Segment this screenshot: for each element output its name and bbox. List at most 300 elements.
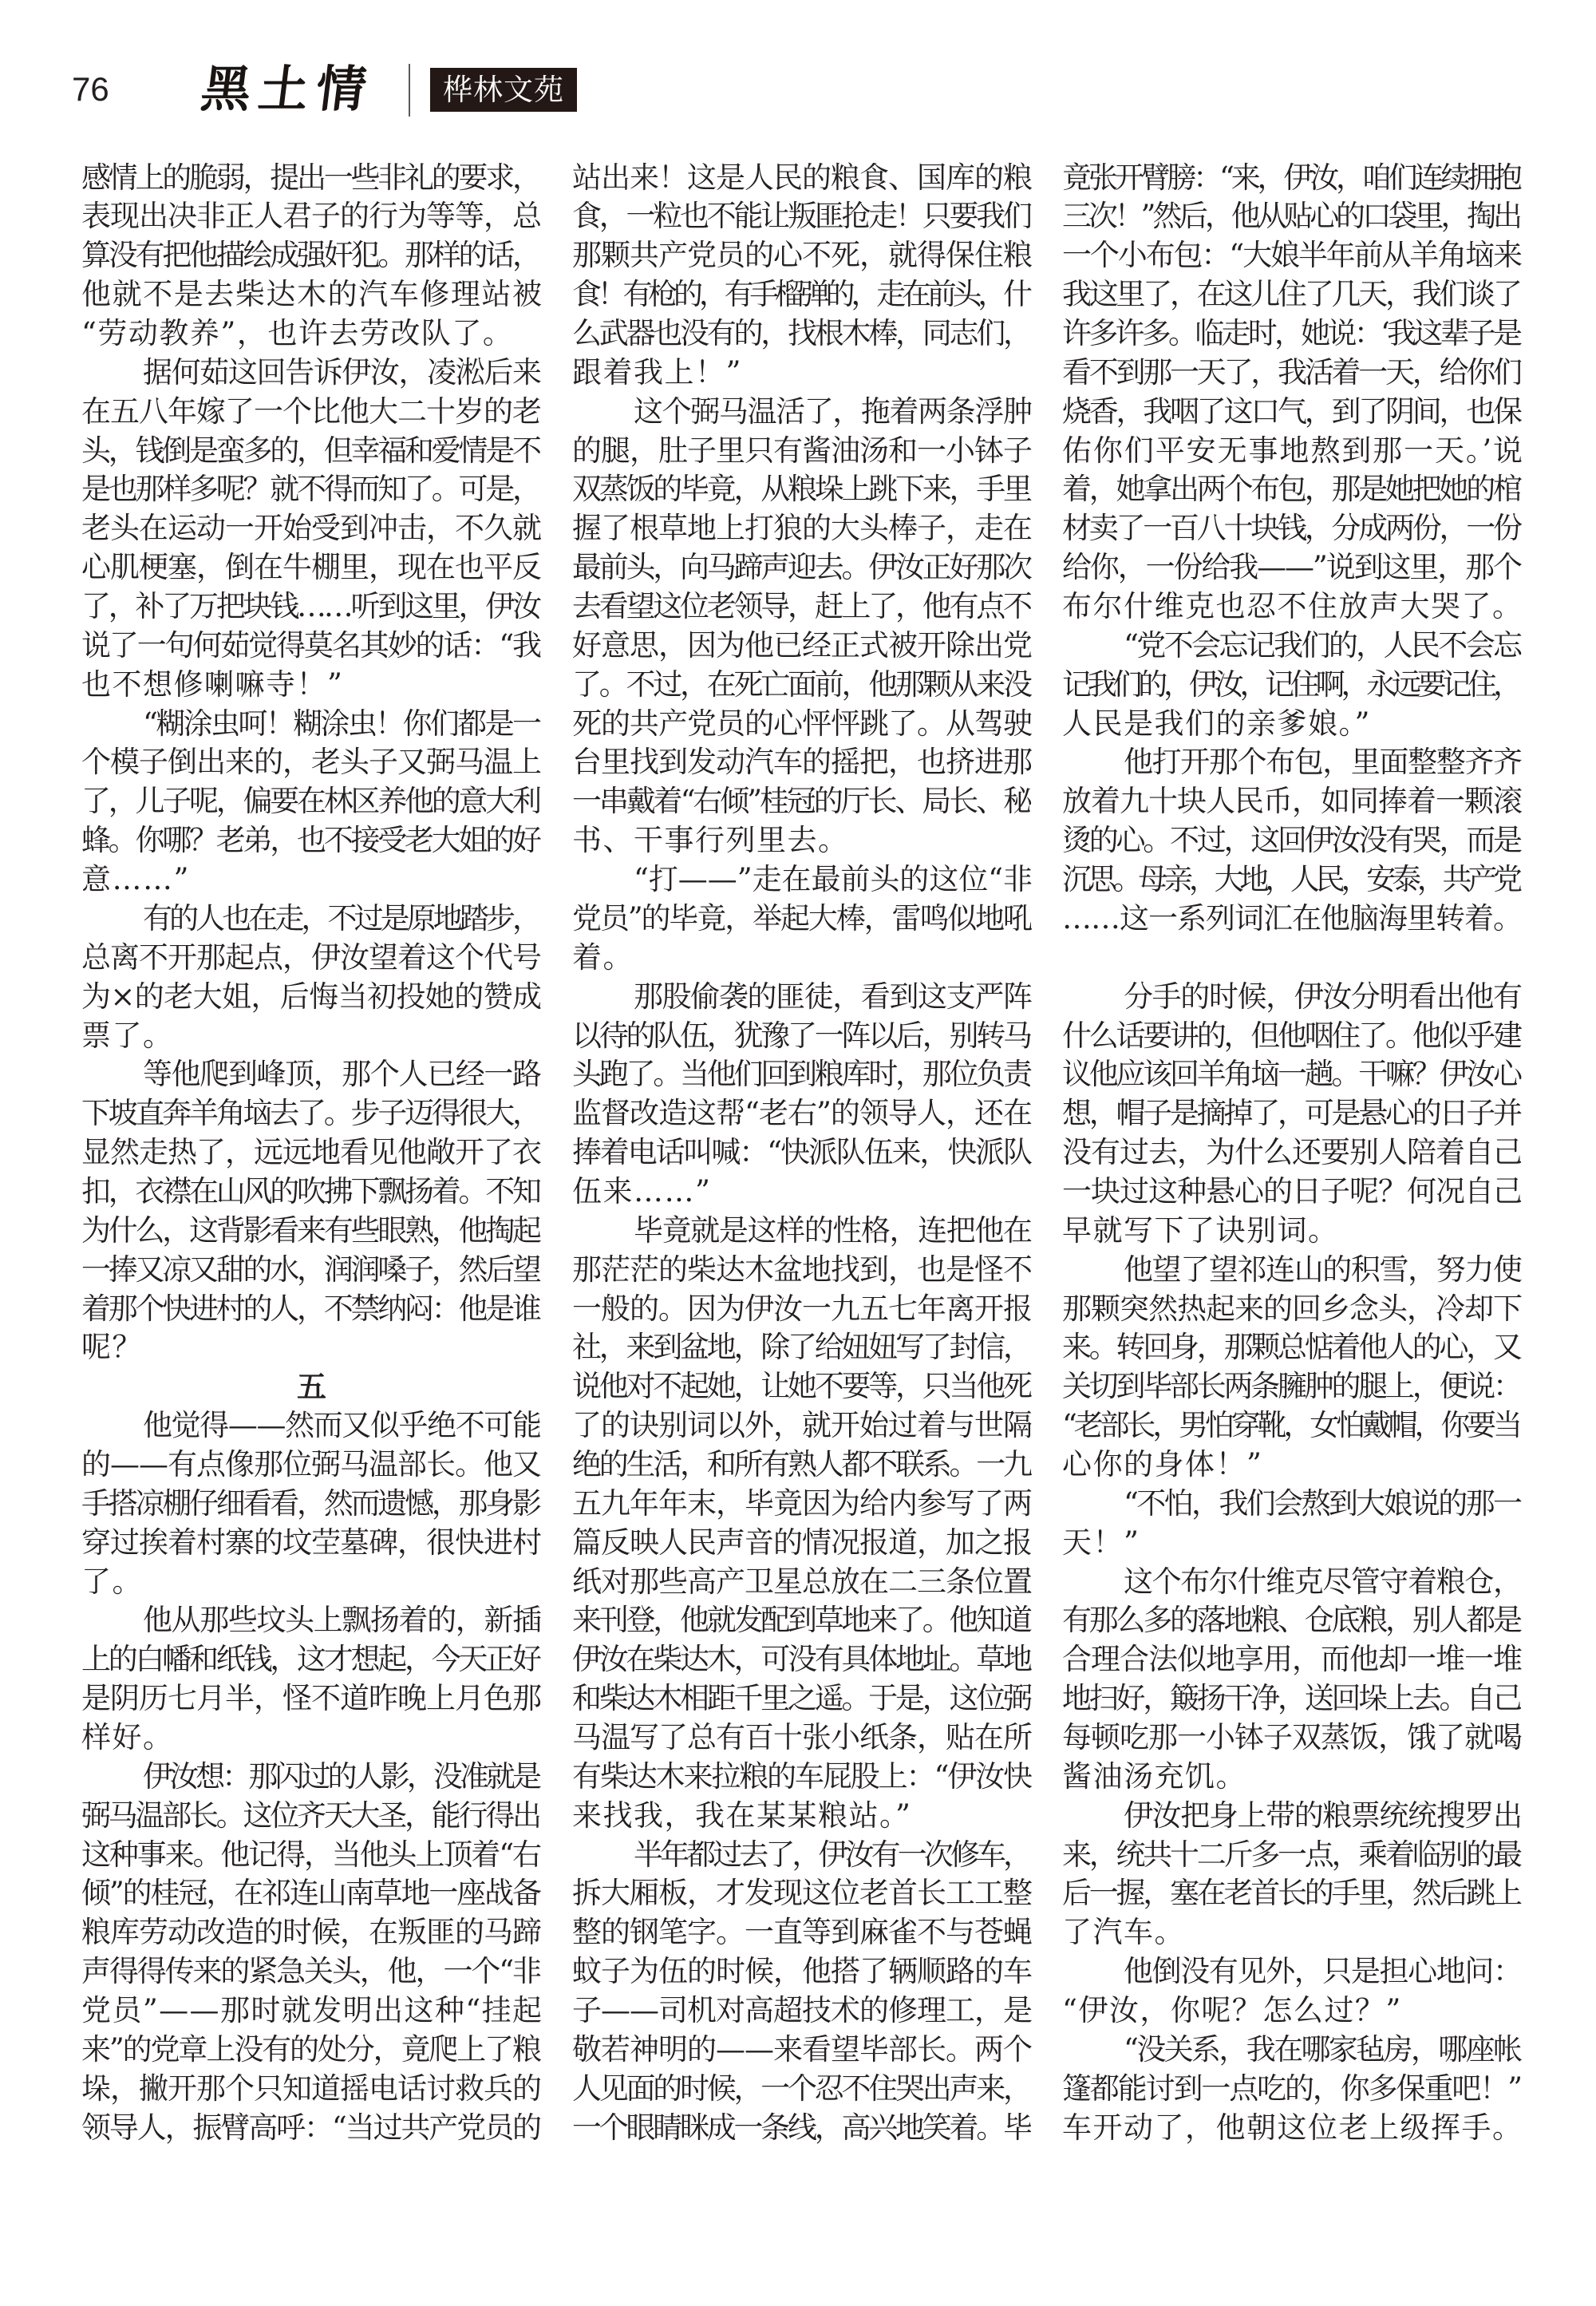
text-line (572, 1874, 1033, 1913)
text-line-content: 这个弼马温活了，拖着两条浮肿 (634, 394, 1032, 429)
text-line-content: ……这一系列词汇在他脑海里转着。 (1062, 900, 1522, 935)
header-divider (409, 64, 410, 117)
text-line (572, 1952, 1033, 1992)
text-line-content: 票了。 (81, 1018, 174, 1053)
text-line-content: 等他爬到峰顶，那个人已经一路 (143, 1057, 541, 1092)
text-line-content: 一块过这种悬心的日子呢？何况自己 (1062, 1173, 1522, 1208)
text-line (572, 470, 1033, 509)
text-line-content: 那颗共产党员的心不死，就得保住粮 (572, 238, 1032, 273)
page-number: 76 (72, 70, 109, 108)
text-line (572, 2031, 1033, 2070)
paragraph (1062, 1485, 1523, 1563)
text-line (81, 1173, 542, 1212)
text-line-content: 书、干事行列里去。 (572, 823, 849, 858)
text-line-content: 心肌梗塞，倒在牛棚里，现在也平反 (81, 550, 541, 585)
text-line-content: 是也那样多呢？就不得而知了。可是， (81, 472, 539, 507)
text-line (81, 1758, 542, 1797)
text-line-content: 了的诀别词以外，就开始过着与世隔 (572, 1408, 1032, 1443)
text-line-content: 马温写了总有百十张小纸条，贴在所 (572, 1719, 1032, 1754)
text-line (1062, 2109, 1523, 2148)
text-line (81, 821, 542, 860)
text-line-content: 跟着我上！” (572, 354, 742, 390)
text-line (1062, 2070, 1523, 2109)
text-line (81, 2070, 542, 2109)
text-line-content: 有那么多的落地粮、仓底粮，别人都是 (1062, 1603, 1520, 1638)
text-line-content: 一个小布包：“大娘半年前从羊角垴来 (1062, 238, 1521, 273)
text-line (1062, 1874, 1523, 1913)
text-column-2 (572, 159, 1033, 2148)
text-line (81, 197, 542, 236)
text-line (572, 1094, 1033, 1133)
text-line-content: 关切到毕部长两条臃肿的腿上，便说： (1062, 1369, 1520, 1404)
text-line (81, 1017, 542, 1056)
text-line (1062, 1992, 1523, 2031)
text-line-content: 头，钱倒是蛮多的，但幸福和爱情是不 (81, 433, 539, 468)
text-line-content: 一个眼睛眯成一条线，高兴地笑着。毕 (572, 2110, 1030, 2145)
text-line-content: 也不想修喇嘛寺！” (81, 666, 344, 702)
text-line-content: 为什么，这背影看来有些眼熟，他掏起 (81, 1212, 539, 1248)
text-line (81, 314, 542, 354)
text-line (81, 1601, 542, 1640)
text-line-content: 握了根草地上打狼的大头棒子，走在 (572, 511, 1032, 546)
text-line-content: 我这里了，在这儿住了几天，我们谈了 (1062, 277, 1520, 312)
text-line-content: 双蒸饭的毕竟，从粮垛上跳下来，手里 (572, 472, 1030, 507)
text-line (572, 1251, 1033, 1290)
text-line (81, 900, 542, 939)
section-label: 桦林文苑 (443, 73, 564, 107)
text-line (1062, 627, 1523, 666)
text-line (572, 627, 1033, 666)
text-line-content: 沉思。母亲，大地，人民，安泰，共产党 (1062, 862, 1519, 897)
text-line (572, 1797, 1033, 1836)
text-line-content: 算没有把他描绘成强奸犯。那样的话， (81, 238, 539, 273)
text-line-content: 台里找到发动汽车的摇把，也挤进那 (572, 745, 1032, 780)
text-line (81, 1524, 542, 1563)
text-line (1062, 1094, 1523, 1133)
text-line-content: 蚊子为伍的时候，他搭了辆顺路的车 (572, 1954, 1032, 1989)
text-line (1062, 275, 1523, 314)
text-line-content: 了，儿子呢，偏要在林区养他的意大利 (81, 784, 539, 819)
text-line-content: 领导人，振臂高呼：“当过共产党员的 (81, 2110, 540, 2145)
paragraph (81, 1758, 542, 2148)
text-line-content: 什么话要讲的，但他咽住了。他似乎建 (1062, 1018, 1520, 1053)
text-line-content: 他望了望祁连山的积雪，努力使 (1124, 1252, 1522, 1287)
text-line-content: 伍来……” (572, 1173, 712, 1208)
text-line-content: “糊涂虫呵！糊涂虫！你们都是一 (143, 706, 540, 741)
text-line (572, 1563, 1033, 1602)
text-line-content: 天！” (1062, 1525, 1140, 1560)
text-line-content: 来”的党章上没有的处分，竟爬上了粮 (81, 2031, 540, 2067)
paragraph (572, 159, 1033, 393)
text-line (572, 1679, 1033, 1719)
text-line (1062, 1251, 1523, 1290)
text-line (1062, 393, 1523, 432)
text-line (572, 978, 1033, 1017)
text-line (1062, 1406, 1523, 1446)
text-line-content: 和柴达木相距千里之遥。于是，这位弼 (572, 1681, 1030, 1716)
text-line (81, 743, 542, 782)
text-line (1062, 1836, 1523, 1875)
text-line (81, 2031, 542, 2070)
text-line-content: 人见面的时候，一个忍不住哭出声来， (572, 2071, 1030, 2106)
text-line (572, 2109, 1033, 2148)
text-line-content: 了。不过，在死亡面前，他那颗从来没 (572, 666, 1030, 702)
text-line-content: 拆大厢板，才发现这位老首长工工整 (572, 1876, 1032, 1911)
text-line-content: 心你的身体！” (1062, 1446, 1263, 1481)
text-line (81, 354, 542, 393)
text-line-content: 个模子倒出来的，老头子又弼马温上 (81, 745, 541, 780)
text-column-1 (81, 159, 542, 2148)
text-line (1062, 470, 1523, 509)
text-line (1062, 1679, 1523, 1719)
text-line-content: 穿过挨着村寨的坟茔墓碑，很快进村 (81, 1525, 541, 1560)
text-line-content: 显然走热了，远远地看见他敞开了衣 (81, 1135, 541, 1170)
text-line (81, 666, 542, 705)
text-line-content: 人民是我们的亲爹娘。” (1062, 706, 1371, 741)
text-line-content: 伊汝把身上带的粮票统统搜罗出 (1124, 1798, 1522, 1833)
text-line-content: 的腿，肚子里只有酱油汤和一小钵子 (572, 433, 1032, 468)
text-line-content: 着。 (572, 939, 634, 975)
text-line (81, 1679, 542, 1719)
text-line (572, 1446, 1033, 1485)
text-line-content: 伊汝想：那闪过的人影，没准就是 (143, 1758, 539, 1794)
text-line (1062, 1133, 1523, 1173)
text-line-content: 佑你们平安无事地熬到那一天。’说 (1062, 433, 1524, 468)
text-line (572, 1173, 1033, 1212)
text-line-content: 来。转回身，那颗总惦着他人的心，又 (1062, 1330, 1520, 1365)
text-line (1062, 1173, 1523, 1212)
text-line-content: 看不到那一天了，我活着一天，给你们 (1062, 354, 1520, 390)
text-line (572, 705, 1033, 744)
text-line (572, 1055, 1033, 1094)
section-heading: 五 (297, 1369, 326, 1405)
text-line (572, 939, 1033, 978)
text-line (1062, 2031, 1523, 2070)
text-line (1062, 1524, 1523, 1563)
text-line (81, 1797, 542, 1836)
text-line-content: 监督改造这帮“老右”的领导人，还在 (572, 1096, 1032, 1131)
paragraph (1062, 1563, 1523, 1797)
text-line-content: “没关系，我在哪家毡房，哪座帐 (1124, 2031, 1521, 2067)
text-line (572, 314, 1033, 354)
text-line (572, 743, 1033, 782)
text-line (572, 393, 1033, 432)
text-line (572, 1212, 1033, 1251)
text-line-content: 来，统共十二斤多一点，乘着临别的最 (1062, 1837, 1520, 1872)
text-line (1062, 1290, 1523, 1329)
text-line-content: 着那个快进村的人，不禁纳闷：他是谁 (81, 1291, 539, 1326)
text-line (81, 1406, 542, 1446)
text-line-content: 五九年年末，毕竟因为给内参写了两 (572, 1485, 1032, 1521)
text-line-content: 有柴达木来拉粮的车屁股上：“伊汝快 (572, 1758, 1031, 1794)
text-line-content: “不怕，我们会熬到大娘说的那一 (1124, 1485, 1521, 1521)
text-line (572, 1992, 1033, 2031)
text-line (1062, 666, 1523, 705)
text-line (1062, 1640, 1523, 1679)
text-line-content: 材卖了一百八十块钱，分成两份，一份 (1062, 511, 1520, 546)
text-line (572, 1913, 1033, 1952)
text-line (572, 354, 1033, 393)
text-line (572, 509, 1033, 548)
text-line (81, 1212, 542, 1251)
text-line (1062, 314, 1523, 354)
text-line-content: 后一握，塞在老首长的手里，然后跳上 (1062, 1876, 1520, 1911)
text-line-content: 议他应该回羊角垴一趟。干嘛？伊汝心 (1062, 1057, 1520, 1092)
text-line-content: 篷都能讨到一点吃的，你多保重吧！” (1062, 2071, 1521, 2106)
paragraph (81, 900, 542, 1055)
text-line (81, 1055, 542, 1094)
paragraph (572, 1212, 1033, 1836)
text-line-content: 样好。 (81, 1719, 174, 1754)
text-line (1062, 1055, 1523, 1094)
text-line (572, 1406, 1033, 1446)
text-line-content: 为×的老大姐，后悔当初投她的赞成 (81, 979, 542, 1014)
text-line (1062, 509, 1523, 548)
text-line-content: 篇反映人民声音的情况报道，加之报 (572, 1525, 1032, 1560)
text-line-content: 了，补了万把块钱……听到这里，伊汝 (81, 589, 539, 624)
text-line-content: 倾”的桂冠，在祁连山南草地一座战备 (81, 1876, 540, 1911)
text-line (1062, 900, 1523, 939)
section-break (1062, 939, 1523, 978)
text-line (1062, 1758, 1523, 1797)
text-line-content: 党员”——那时就发明出这种“挂起 (81, 1992, 543, 2027)
text-line (572, 432, 1033, 471)
text-line-content: 了汽车。 (1062, 1915, 1185, 1950)
text-line-content: 说他对不起她，让她不要等，只当他死 (572, 1369, 1030, 1404)
text-line (1062, 1952, 1523, 1992)
text-line-content: 三次！”然后，他从贴心的口袋里，掏出 (1062, 199, 1519, 234)
text-line-content: 伊汝在柴达木，可没有具体地址。草地 (572, 1642, 1030, 1677)
text-line (572, 1601, 1033, 1640)
text-line-content: 烫的心。不过，这回伊汝没有哭，而是 (1062, 823, 1520, 858)
text-line-content: 绝的生活，和所有熟人都不联系。一九 (572, 1446, 1030, 1481)
paragraph (1062, 159, 1523, 627)
text-line (572, 275, 1033, 314)
text-line (572, 860, 1033, 900)
text-line (81, 1290, 542, 1329)
text-line (1062, 1797, 1523, 1836)
text-line-content: 每顿吃那一小钵子双蒸饭，饿了就喝 (1062, 1719, 1522, 1754)
text-line-content: 敬若神明的——来看望毕部长。两个 (572, 2031, 1032, 2067)
text-line (1062, 705, 1523, 744)
paragraph (81, 1601, 542, 1757)
text-line-content: 社，来到盆地，除了给妞妞写了封信， (572, 1330, 1030, 1365)
text-line (81, 1094, 542, 1133)
paragraph (81, 159, 542, 354)
text-line (572, 548, 1033, 587)
text-line-content: 合理合法似地享用，而他却一堆一堆 (1062, 1642, 1522, 1677)
text-line (81, 978, 542, 1017)
paragraph (81, 1055, 542, 1367)
text-line (1062, 821, 1523, 860)
text-line-content: 呢？ (81, 1330, 143, 1365)
text-line (81, 1640, 542, 1679)
text-line (81, 782, 542, 821)
paragraph (1062, 978, 1523, 1251)
paragraph (572, 978, 1033, 1212)
text-line (81, 236, 542, 275)
text-line-content: 头跑了。当他们回到粮库时，那位负责 (572, 1057, 1030, 1092)
text-line-content: 他从那些坟头上飘扬着的，新插 (143, 1603, 541, 1638)
text-line (572, 1290, 1033, 1329)
text-line (572, 2070, 1033, 2109)
text-column-3 (1062, 159, 1523, 2148)
text-line-content: 烧香，我咽了这口气，到了阴间，也保 (1062, 394, 1520, 429)
text-line (572, 666, 1033, 705)
text-line-content: 他觉得——然而又似乎绝不可能 (143, 1408, 541, 1443)
text-line (572, 1640, 1033, 1679)
text-line-content: 一般的。因为伊汝一九五七年离开报 (572, 1291, 1032, 1326)
paragraph (1062, 627, 1523, 744)
text-line-content: 那股偷袭的匪徒，看到这支严阵 (634, 979, 1032, 1014)
text-line-content: 半年都过去了，伊汝有一次修车， (634, 1837, 1030, 1872)
text-line-content: 食！有枪的，有手榴弹的，走在前头，什 (572, 277, 1029, 312)
text-line-content: 上的白幡和纸钱，这才想起，今天正好 (81, 1642, 539, 1677)
text-line (81, 627, 542, 666)
text-line (1062, 860, 1523, 900)
text-line-content: 没有过去，为什么还要别人陪着自己 (1062, 1135, 1522, 1170)
text-line (572, 1836, 1033, 1875)
text-line-content: 早就写下了诀别词。 (1062, 1212, 1339, 1248)
text-line-content: 那茫茫的柴达木盆地找到，也是怪不 (572, 1252, 1032, 1287)
text-line-content: “劳动教养”，也许去劳改队了。 (81, 316, 514, 351)
text-line-content: 去看望这位老领导，赶上了，他有点不 (572, 589, 1030, 624)
text-line (572, 1367, 1033, 1406)
text-line (81, 1719, 542, 1758)
text-line-content: 一串戴着“右倾”桂冠的厅长、局长、秘 (572, 784, 1030, 819)
text-line (572, 782, 1033, 821)
text-line (81, 1952, 542, 1992)
text-line-content: 据何茹这回告诉伊汝，凌淞后来 (143, 354, 541, 390)
text-line (1062, 1446, 1523, 1485)
text-line-content: 分手的时候，伊汝分明看出他有 (1124, 979, 1522, 1014)
text-line (572, 1133, 1033, 1173)
text-line-content: 着，她拿出两个布包，那是她把她的棺 (1062, 472, 1520, 507)
text-line-content: 食，一粒也不能让叛匪抢走！只要我们 (572, 199, 1030, 234)
text-line (81, 1563, 542, 1602)
text-line (1062, 1601, 1523, 1640)
text-line (1062, 1367, 1523, 1406)
text-line-content: 在五八年嫁了一个比他大二十岁的老 (81, 394, 541, 429)
text-line (1062, 432, 1523, 471)
paragraph (81, 354, 542, 705)
text-line (1062, 354, 1523, 393)
text-line (572, 1524, 1033, 1563)
text-line-content: 那颗突然热起来的回乡念头，冷却下 (1062, 1291, 1522, 1326)
text-line-content: 许多许多。临走时，她说：‘我这辈子是 (1062, 316, 1520, 351)
text-line-content: 了。 (81, 1564, 143, 1599)
text-line (81, 548, 542, 587)
text-line-content: 他打开那个布包，里面整整齐齐 (1124, 745, 1522, 780)
text-line-content: 垛，撇开那个只知道摇电话讨救兵的 (81, 2071, 541, 2106)
text-line-content: 总离不开那起点，伊汝望着这个代号 (81, 939, 541, 975)
text-line-content: 是阴历七月半，怪不道昨晚上月色那 (81, 1681, 541, 1716)
text-line (81, 432, 542, 471)
text-line-content: 他倒没有见外，只是担心地问： (1124, 1954, 1522, 1989)
paragraph (572, 393, 1033, 860)
text-line (81, 470, 542, 509)
paragraph (572, 1836, 1033, 2148)
text-line (81, 1328, 542, 1367)
text-line-content: 想，帽子是摘掉了，可是悬心的日子并 (1062, 1096, 1520, 1131)
text-line-content: 放着九十块人民币，如同捧着一颗滚 (1062, 784, 1522, 819)
text-line (1062, 1485, 1523, 1524)
text-line (81, 939, 542, 978)
text-line-content: 说了一句何茹觉得莫名其妙的话：“我 (81, 627, 540, 663)
text-line (1062, 1017, 1523, 1056)
text-line (81, 1446, 542, 1485)
text-line (1062, 1913, 1523, 1952)
text-line (81, 1874, 542, 1913)
text-line-content: 的——有点像那位弼马温部长。他又 (81, 1446, 541, 1481)
text-line-content: 地扫好，簸扬干净，送回垛上去。自己 (1062, 1681, 1520, 1716)
text-line (572, 1328, 1033, 1367)
text-line-content: 捧着电话叫喊：“快派队伍来，快派队 (572, 1135, 1031, 1170)
text-line-content: 声得得传来的紧急关头，他，一个“非 (81, 1954, 540, 1989)
text-line (81, 509, 542, 548)
text-line-content: 这个布尔什维克尽管守着粮仓， (1124, 1564, 1522, 1599)
paragraph (81, 1406, 542, 1601)
text-line (1062, 587, 1523, 627)
text-line-content: 意……” (81, 862, 190, 897)
text-line (572, 236, 1033, 275)
text-line (81, 705, 542, 744)
paragraph (1062, 2031, 1523, 2148)
text-line-content: “伊汝，你呢？怎么过？” (1062, 1992, 1402, 2027)
text-line-content: 毕竟就是这样的性格，连把他在 (634, 1212, 1032, 1248)
text-line-content: 最前头，向马蹄声迎去。伊汝正好那次 (572, 550, 1030, 585)
text-line (81, 1913, 542, 1952)
text-line-content: 感情上的脆弱，提出一些非礼的要求， (81, 160, 539, 195)
text-line (572, 1017, 1033, 1056)
text-line (81, 1992, 542, 2031)
paragraph (1062, 1251, 1523, 1485)
text-line-content: 蜂。你哪？老弟，也不接受老大姐的好 (81, 823, 539, 858)
text-line (81, 587, 542, 627)
text-line-content: 手搭凉棚仔细看看，然而遗憾，那身影 (81, 1485, 539, 1521)
section-label-box (430, 68, 577, 112)
text-line (1062, 978, 1523, 1017)
text-line (572, 159, 1033, 198)
text-line-content: 一捧又凉又甜的水，润润嗓子，然后望 (81, 1252, 539, 1287)
text-line (1062, 1719, 1523, 1758)
text-line (1062, 159, 1523, 198)
text-line (1062, 1563, 1523, 1602)
paragraph (1062, 1952, 1523, 2031)
text-line-content: “老部长，男怕穿靴，女怕戴帽，你要当 (1062, 1408, 1519, 1443)
text-line (81, 1836, 542, 1875)
text-line (572, 197, 1033, 236)
text-line (1062, 236, 1523, 275)
text-line-content: 他就不是去柴达木的汽车修理站被 (81, 277, 543, 312)
text-line-content: 纸对那些高产卫星总放在二三条位置 (572, 1564, 1032, 1599)
text-line (572, 821, 1033, 860)
paragraph (81, 705, 542, 900)
text-line (81, 1485, 542, 1524)
text-line-content: 好意思，因为他已经正式被开除出党 (572, 627, 1032, 663)
text-line-content: 有的人也在走，不过是原地踏步， (143, 900, 539, 935)
text-line-content: 车开动了，他朝这位老上级挥手。 (1062, 2110, 1523, 2145)
text-line-content: 整的钢笔字。一直等到麻雀不与苍蝇 (572, 1915, 1032, 1950)
text-line-content: 表现出决非正人君子的行为等等，总 (81, 199, 541, 234)
text-line-content: “打——”走在最前头的这位“非 (634, 862, 1033, 897)
paragraph (1062, 1797, 1523, 1952)
text-line-content: 死的共产党员的心怦怦跳了。从驾驶 (572, 706, 1032, 741)
text-line (81, 1133, 542, 1173)
text-line (572, 1758, 1033, 1797)
text-line (81, 860, 542, 900)
text-line-content: 布尔什维克也忍不住放声大哭了。 (1062, 589, 1523, 624)
